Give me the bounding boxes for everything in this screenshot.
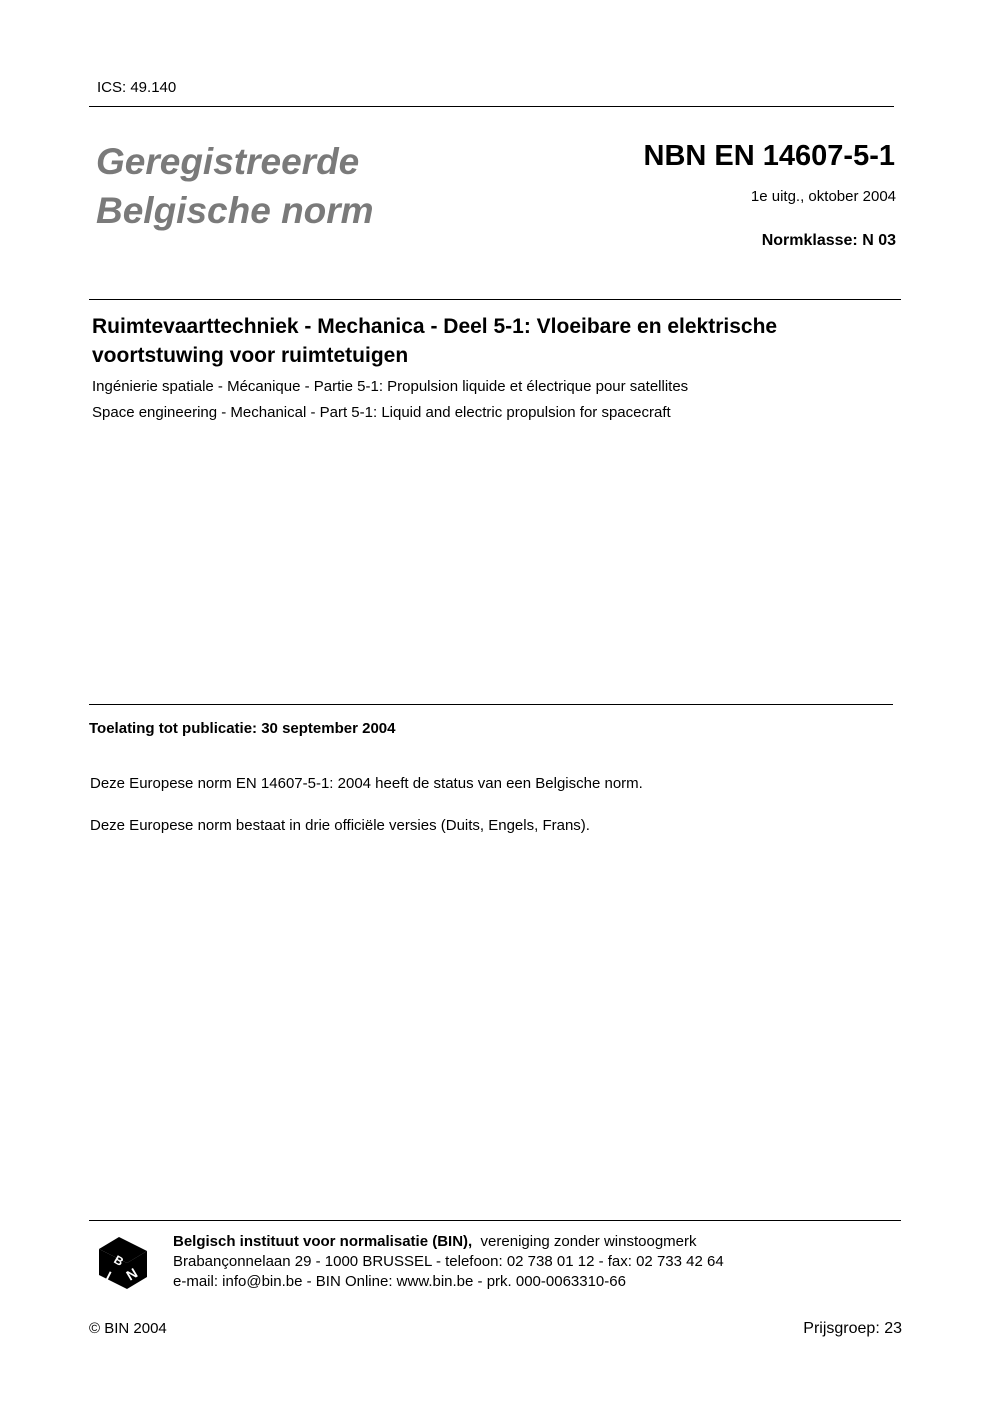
footer-contact xyxy=(173,1232,724,1292)
price-group: Prijsgroep: 23 xyxy=(803,1320,902,1337)
versions-statement: Deze Europese norm bestaat in drie officiële versies (Duits, Engels, Frans). xyxy=(90,817,590,834)
footer-address: Brabançonnelaan 29 - 1000 BRUSSEL - telefoon: 02 738 01 12 - fax: 02 733 42 64 xyxy=(173,1253,724,1270)
org-name: Belgisch instituut voor normalisatie (BIN), xyxy=(173,1233,473,1250)
bin-logo-icon xyxy=(97,1235,149,1291)
brand-title xyxy=(96,137,374,235)
svg-text:N: N xyxy=(123,1264,141,1284)
footer-divider xyxy=(89,1220,901,1221)
brand-line-1: Geregistreerde xyxy=(96,141,360,182)
copyright: © BIN 2004 xyxy=(89,1320,167,1337)
ics-code: ICS: 49.140 xyxy=(97,79,177,96)
title-french: Ingénierie spatiale - Mécanique - Partie 5-1: Propulsion liquide et électrique pour satellites xyxy=(92,378,689,395)
normklasse: Normklasse: N 03 xyxy=(761,232,896,249)
publication-approval: Toelating tot publicatie: 30 september 2004 xyxy=(89,720,396,737)
status-statement: Deze Europese norm EN 14607-5-1: 2004 heeft de status van een Belgische norm. xyxy=(90,775,643,792)
body-divider xyxy=(89,704,893,705)
footer-org-line xyxy=(173,1232,724,1252)
edition-info: 1e uitg., oktober 2004 xyxy=(750,188,896,205)
svg-text:B: B xyxy=(111,1252,127,1269)
footer-contact-line: e-mail: info@bin.be - BIN Online: www.bin.be - prk. 000-0063310-66 xyxy=(173,1273,626,1290)
svg-text:I: I xyxy=(103,1268,114,1284)
title-dutch: Ruimtevaarttechniek - Mechanica - Deel 5-1: Vloeibare en elektrische voortstuwing voor ruimtetuigen xyxy=(92,315,778,367)
top-divider xyxy=(89,106,894,107)
title-english: Space engineering - Mechanical - Part 5-1: Liquid and electric propulsion for spacecraft xyxy=(92,404,671,421)
title-divider xyxy=(89,299,901,300)
norm-number: NBN EN 14607-5-1 xyxy=(643,140,895,172)
brand-line-2: Belgische norm xyxy=(96,190,374,231)
org-type: vereniging zonder winstoogmerk xyxy=(480,1233,697,1250)
